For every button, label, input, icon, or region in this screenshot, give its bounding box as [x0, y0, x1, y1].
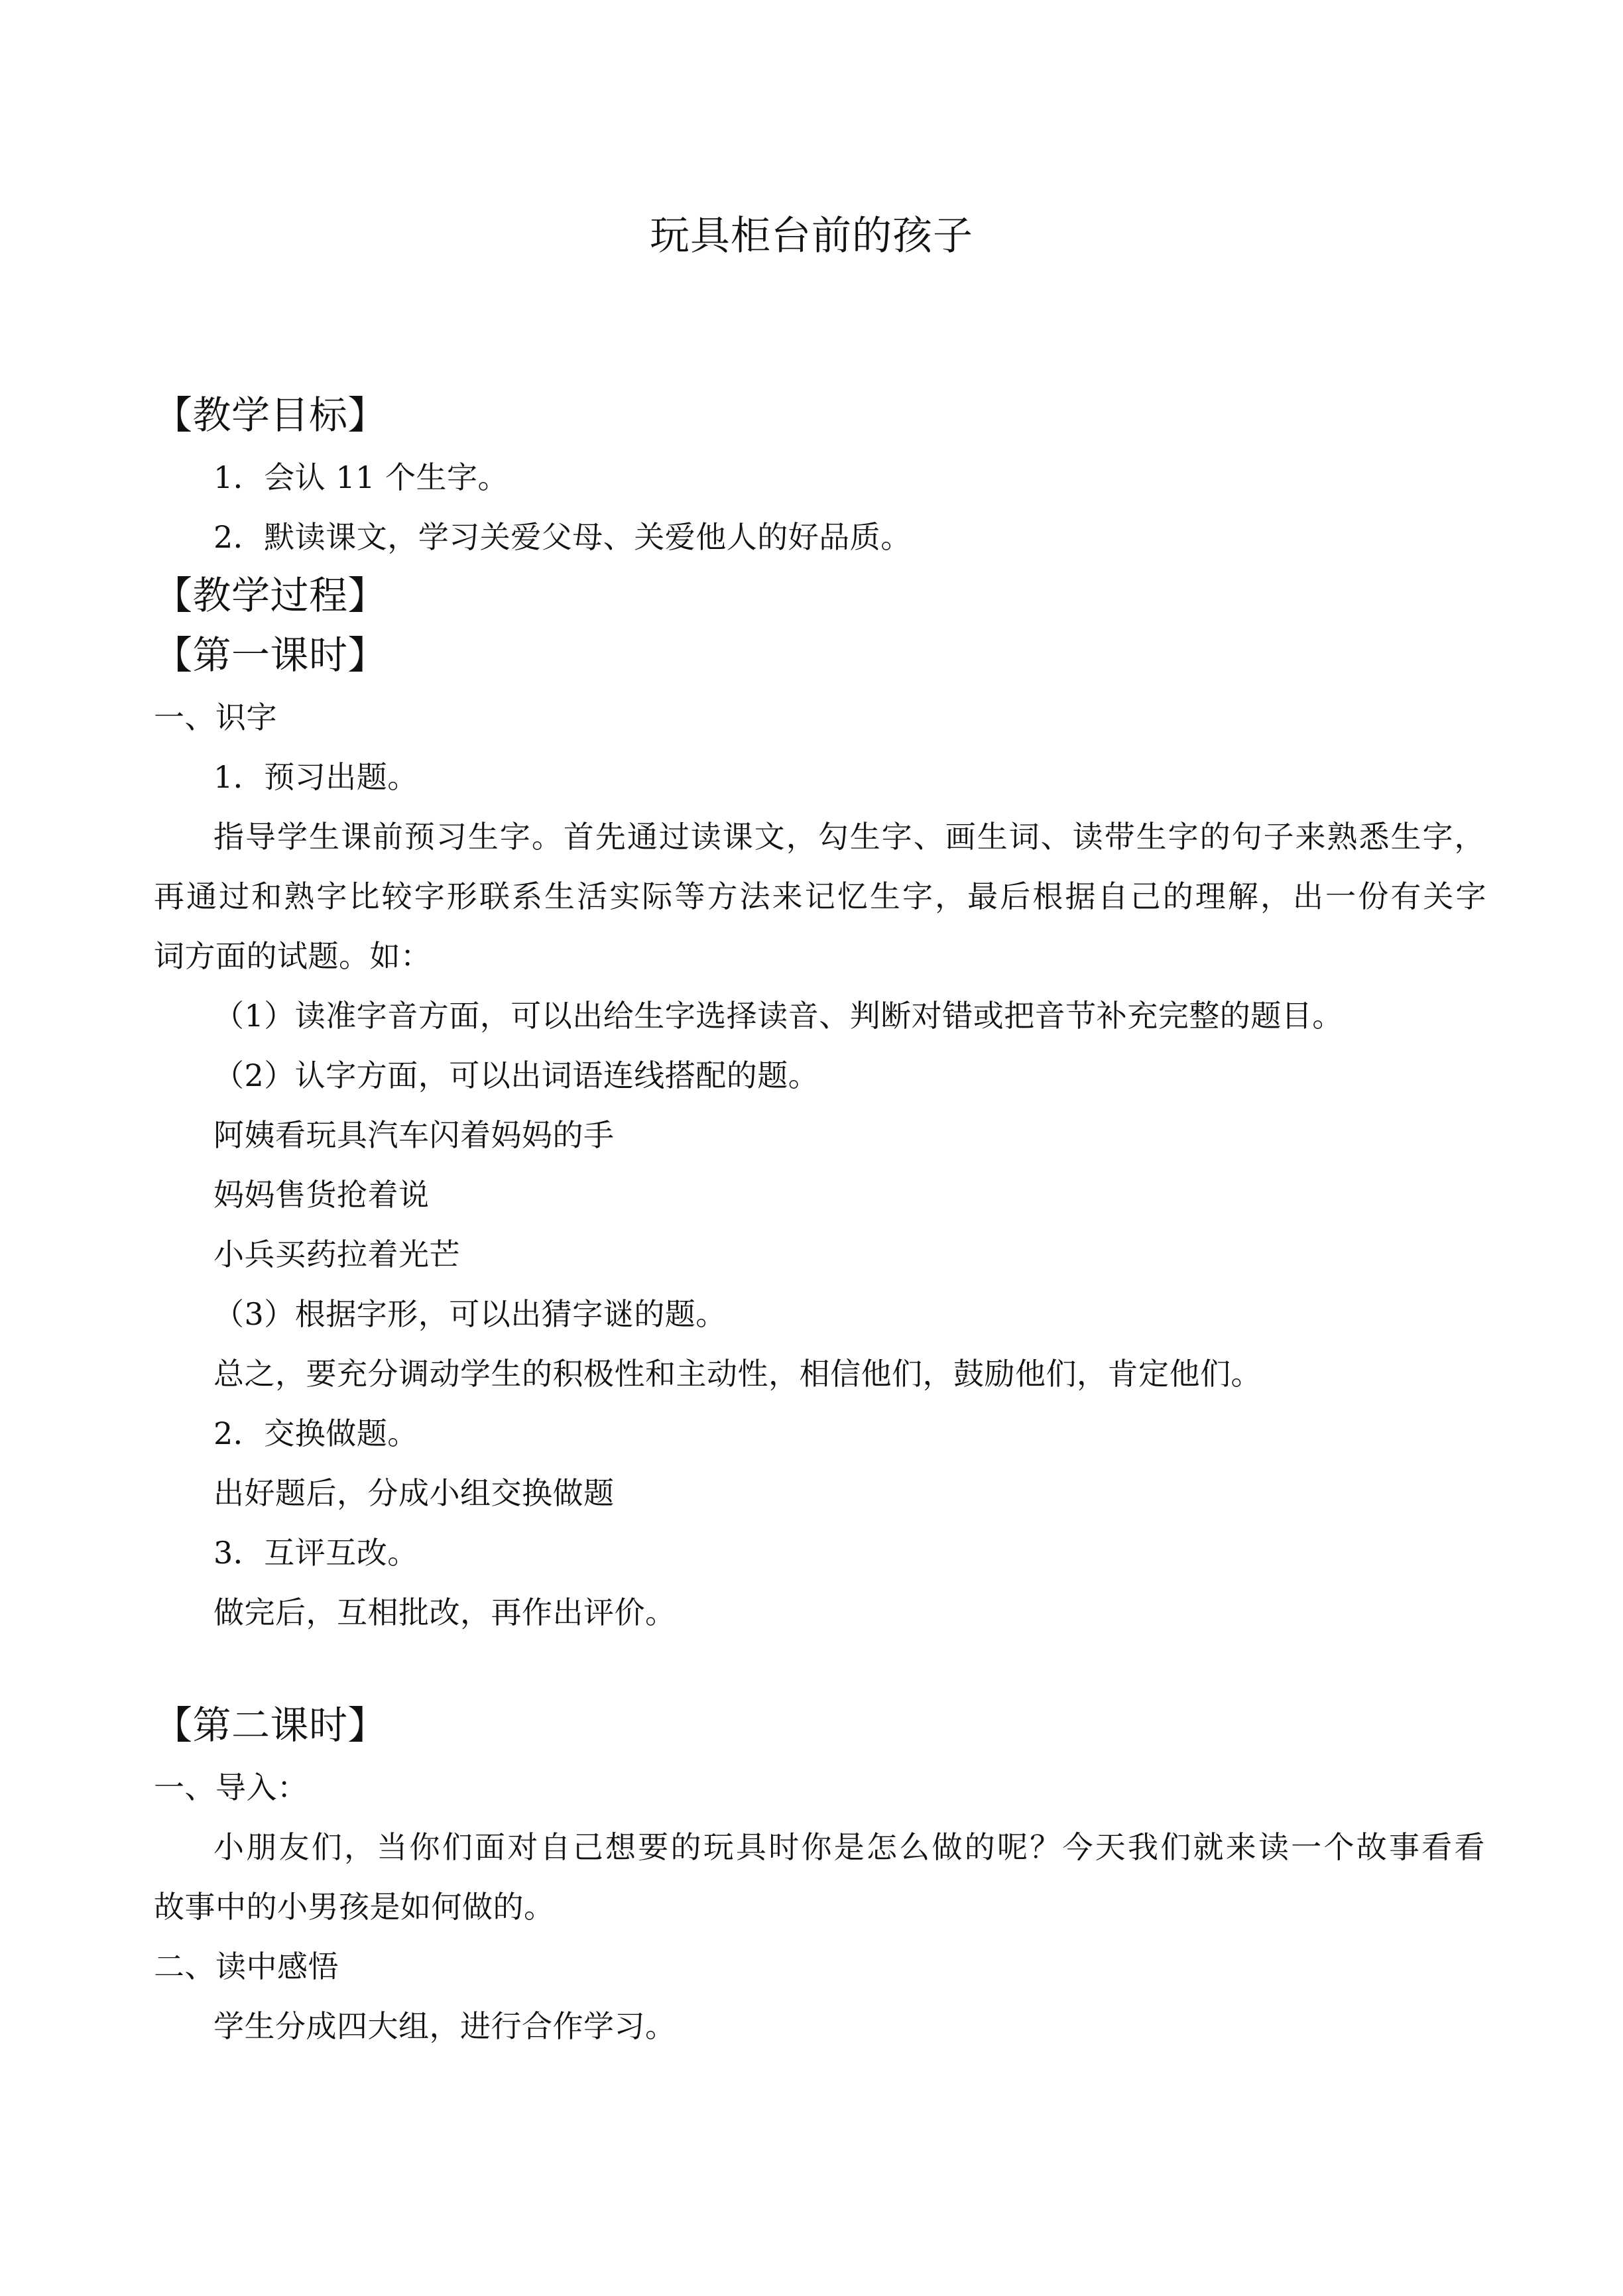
summary-line: 总之，要充分调动学生的积极性和主动性，相信他们，鼓励他们，肯定他们。 — [213, 1356, 1262, 1392]
paragraph-line: 故事中的小男孩是如何做的。 — [154, 1889, 555, 1925]
word-match-line: 妈妈售货抢着说 — [213, 1177, 430, 1213]
goal-item-2: 2．默读课文，学习关爱父母、关爱他人的好品质。 — [213, 519, 912, 555]
step-exchange-text: 出好题后，分成小组交换做题 — [213, 1475, 615, 1511]
word-match-line: 阿姨看玩具汽车闪着妈妈的手 — [213, 1117, 615, 1153]
paragraph-line: 小朋友们，当你们面对自己想要的玩具时你是怎么做的呢？今天我们就来读一个故事看看 — [213, 1829, 1485, 1865]
paragraph-line: 词方面的试题。如： — [154, 938, 432, 974]
step-review: 3．互评互改。 — [213, 1535, 418, 1571]
question-type-2: （2）认字方面，可以出词语连线搭配的题。 — [213, 1057, 819, 1093]
step-preview: 1．预习出题。 — [213, 759, 418, 795]
section-intro-title: 一、导入： — [154, 1770, 308, 1805]
question-type-3: （3）根据字形，可以出猜字谜的题。 — [213, 1296, 727, 1332]
paragraph-line: 学生分成四大组，进行合作学习。 — [213, 2008, 676, 2044]
step-exchange: 2．交换做题。 — [213, 1416, 418, 1451]
paragraph-line: 再通过和熟字比较字形联系生活实际等方法来记忆生字，最后根据自己的理解，出一份有关字 — [154, 878, 1486, 914]
section-literacy-title: 一、识字 — [154, 699, 277, 735]
word-match-line: 小兵买药拉着光芒 — [213, 1237, 460, 1272]
document-title: 玩具柜台前的孩子 — [650, 213, 973, 259]
section-reading-title: 二、读中感悟 — [154, 1949, 339, 1984]
paragraph-line: 指导学生课前预习生字。首先通过读课文，勾生字、画生词、读带生字的句子来熟悉生字， — [213, 819, 1485, 855]
heading-lesson-1: 【第一课时】 — [154, 633, 387, 678]
heading-lesson-2: 【第二课时】 — [154, 1703, 387, 1748]
step-review-text: 做完后，互相批改，再作出评价。 — [213, 1595, 676, 1630]
heading-teaching-process: 【教学过程】 — [154, 573, 387, 618]
goal-item-1: 1．会认 11 个生字。 — [213, 459, 509, 495]
question-type-1: （1）读准字音方面，可以出给生字选择读音、判断对错或把音节补充完整的题目。 — [213, 998, 1343, 1034]
heading-teaching-goals: 【教学目标】 — [154, 393, 387, 438]
